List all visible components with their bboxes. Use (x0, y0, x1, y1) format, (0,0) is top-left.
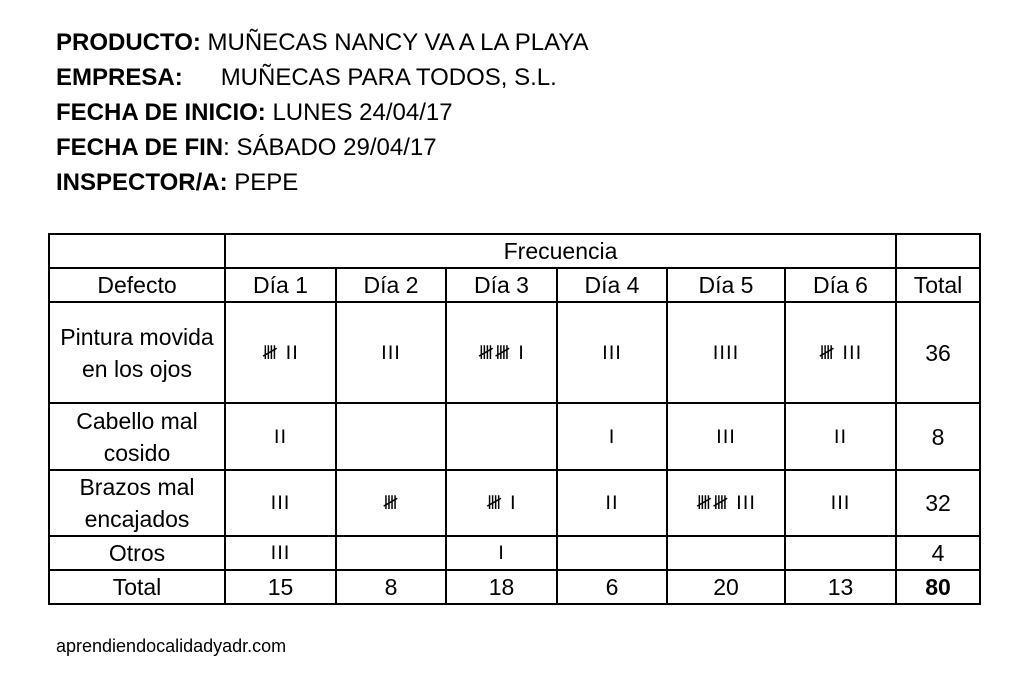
tally-cell: II (557, 470, 667, 536)
tally-cell: 𝍸 III (785, 302, 896, 403)
tally-cell: III (557, 302, 667, 403)
tally-cell: III (336, 302, 446, 403)
tally-cell: I (557, 403, 667, 470)
inspector-line (56, 165, 589, 200)
table-row (49, 470, 980, 536)
group-header-row (49, 234, 980, 268)
defect-name: Otros (49, 536, 225, 570)
producto-label: PRODUCTO: (56, 29, 201, 56)
tally-cell (336, 536, 446, 570)
column-header-row (49, 268, 980, 302)
fecha-inicio-label: FECHA DE INICIO: (56, 99, 266, 126)
row-total: 4 (896, 536, 980, 570)
tally-cell: 𝍸 I (446, 470, 557, 536)
day-header: Día 5 (667, 268, 785, 302)
totals-row (49, 570, 980, 604)
table-row (49, 403, 980, 470)
footer-site: aprendiendocalidadyadr.com (56, 636, 287, 656)
tally-cell: 𝍸𝍸 III (667, 470, 785, 536)
tally-cell: 𝍸𝍸 I (446, 302, 557, 403)
tally-cell: II (225, 403, 336, 470)
total-row-label: Total (49, 570, 225, 604)
inspector-label: INSPECTOR/A: (56, 169, 228, 196)
tally-table (48, 233, 981, 605)
row-total: 8 (896, 403, 980, 470)
tally-cell: III (785, 470, 896, 536)
tally-cell: III (225, 536, 336, 570)
table-row (49, 536, 980, 570)
defect-name: Brazos mal encajados (49, 470, 225, 536)
defect-name: Cabello mal cosido (49, 403, 225, 470)
fecha-fin-label: FECHA DE FIN (56, 134, 224, 161)
day-header: Día 3 (446, 268, 557, 302)
day-total: 13 (785, 570, 896, 604)
defect-name: Pintura movida en los ojos (49, 302, 225, 403)
day-header: Día 4 (557, 268, 667, 302)
fecha-fin-line (56, 130, 589, 165)
document-header (56, 25, 589, 200)
total-header: Total (896, 268, 980, 302)
tally-cell (446, 403, 557, 470)
tally-cell (557, 536, 667, 570)
empresa-label: EMPRESA: (56, 64, 183, 91)
day-total: 20 (667, 570, 785, 604)
tally-cell (336, 403, 446, 470)
day-header: Día 2 (336, 268, 446, 302)
defecto-header: Defecto (49, 268, 225, 302)
fecha-inicio-line (56, 95, 589, 130)
producto-value: MUÑECAS NANCY VA A LA PLAYA (200, 29, 589, 56)
producto-line (56, 25, 589, 60)
row-total: 36 (896, 302, 980, 403)
tally-cell: II (785, 403, 896, 470)
empresa-line (56, 60, 589, 95)
tally-cell: 𝍸 II (225, 302, 336, 403)
inspector-value: PEPE (227, 169, 299, 196)
day-total: 8 (336, 570, 446, 604)
table-row (49, 302, 980, 403)
tally-cell: III (667, 403, 785, 470)
fecha-inicio-value: LUNES 24/04/17 (265, 99, 453, 126)
tally-cell: III (225, 470, 336, 536)
tally-cell: I (446, 536, 557, 570)
fecha-fin-value: : SÁBADO 29/04/17 (223, 134, 437, 161)
tally-cell (785, 536, 896, 570)
tally-cell: 𝍸 (336, 470, 446, 536)
frecuencia-header: Frecuencia (225, 234, 896, 268)
tally-cell (667, 536, 785, 570)
empty-corner-cell (49, 234, 225, 268)
row-total: 32 (896, 470, 980, 536)
day-header: Día 6 (785, 268, 896, 302)
grand-total: 80 (896, 570, 980, 604)
empresa-value: MUÑECAS PARA TODOS, S.L. (220, 64, 557, 91)
day-header: Día 1 (225, 268, 336, 302)
day-total: 6 (557, 570, 667, 604)
day-total: 18 (446, 570, 557, 604)
tally-cell: IIII (667, 302, 785, 403)
empty-total-header-cell (896, 234, 980, 268)
day-total: 15 (225, 570, 336, 604)
